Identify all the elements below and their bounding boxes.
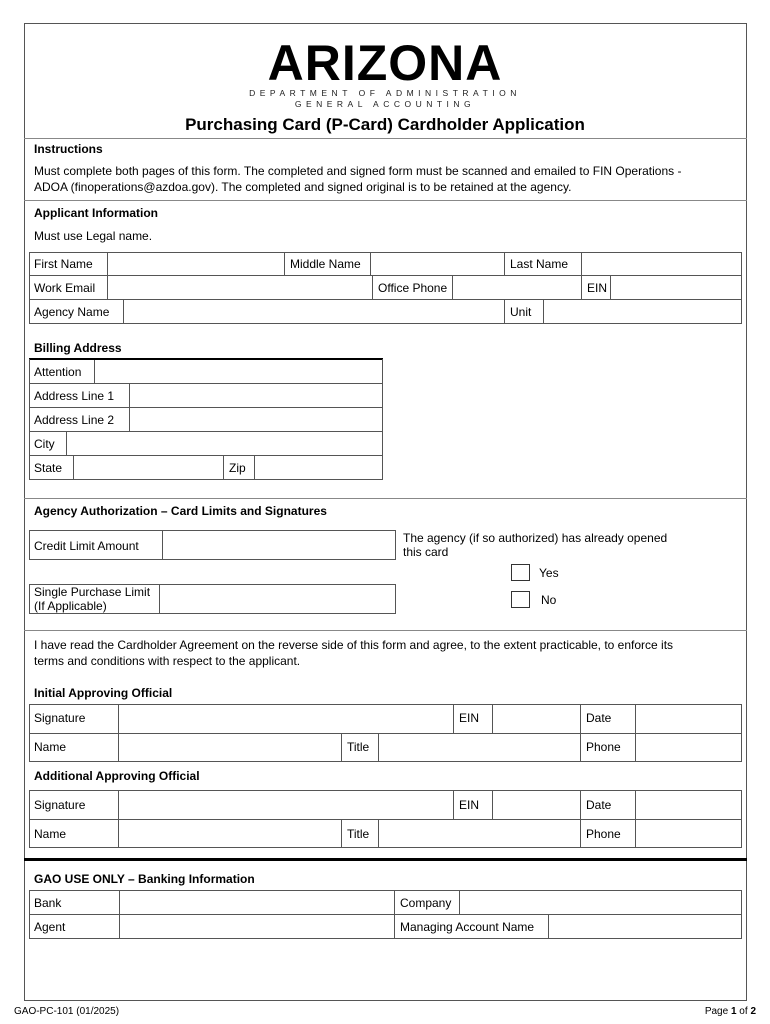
state-field[interactable] — [74, 457, 223, 479]
work-email-label: Work Email — [34, 281, 96, 295]
zip-label: Zip — [229, 461, 246, 475]
agency-name-field[interactable] — [124, 301, 504, 323]
initial-ein-field[interactable] — [493, 705, 580, 733]
agreement-text-2: terms and conditions with respect to the applicant. — [34, 654, 301, 668]
arizona-logo: ARIZONA — [267, 35, 503, 91]
authorization-heading: Agency Authorization – Card Limits and Signatures — [34, 504, 327, 518]
company-label: Company — [400, 896, 452, 910]
work-email-field[interactable] — [108, 277, 372, 299]
additional-date-label: Date — [586, 798, 612, 812]
city-field[interactable] — [67, 433, 382, 455]
initial-name-label: Name — [34, 740, 67, 754]
initial-name-field[interactable] — [119, 734, 341, 761]
bank-field[interactable] — [120, 891, 394, 914]
logo-department-line: DEPARTMENT OF ADMINISTRATION — [249, 88, 521, 98]
instructions-heading: Instructions — [34, 142, 103, 156]
additional-ein-label: EIN — [459, 798, 480, 812]
gao-heading: GAO USE ONLY – Banking Information — [34, 872, 255, 886]
agent-field[interactable] — [120, 915, 394, 938]
no-checkbox[interactable] — [511, 591, 530, 608]
single-purchase-note: (If Applicable) — [34, 599, 107, 613]
additional-phone-label: Phone — [586, 827, 621, 841]
office-phone-field[interactable] — [453, 277, 581, 299]
additional-name-label: Name — [34, 827, 67, 841]
additional-phone-field[interactable] — [636, 820, 741, 847]
initial-phone-label: Phone — [586, 740, 621, 754]
first-name-field[interactable] — [108, 253, 284, 275]
unit-field[interactable] — [544, 301, 741, 323]
first-name-label: First Name — [34, 257, 93, 271]
applicant-heading: Applicant Information — [34, 206, 158, 220]
form-id: GAO-PC-101 (01/2025) — [14, 1006, 120, 1017]
managing-account-field[interactable] — [549, 915, 741, 938]
initial-date-field[interactable] — [636, 705, 741, 733]
instructions-text-2: ADOA (finoperations@azdoa.gov). The completed and signed original is to be retained at the agency. — [34, 180, 572, 194]
address-line-1-field[interactable] — [130, 385, 382, 407]
initial-signature-field[interactable] — [119, 705, 453, 733]
additional-date-field[interactable] — [636, 791, 741, 819]
no-label: No — [541, 593, 557, 607]
card-opened-text-1: The agency (if so authorized) has already opened — [403, 531, 668, 545]
state-label: State — [34, 461, 63, 475]
attention-label: Attention — [34, 365, 82, 379]
credit-limit-field[interactable] — [163, 531, 395, 559]
additional-official-heading: Additional Approving Official — [34, 769, 200, 783]
divider — [24, 498, 747, 499]
unit-label: Unit — [510, 305, 532, 319]
divider — [24, 630, 747, 631]
attention-field[interactable] — [95, 361, 382, 383]
office-phone-label: Office Phone — [378, 281, 448, 295]
last-name-field[interactable] — [582, 253, 741, 275]
divider — [24, 138, 747, 139]
billing-heading: Billing Address — [34, 341, 122, 355]
yes-label: Yes — [539, 566, 559, 580]
initial-ein-label: EIN — [459, 711, 480, 725]
initial-date-label: Date — [586, 711, 612, 725]
bank-label: Bank — [34, 896, 62, 910]
single-purchase-field[interactable] — [160, 585, 395, 613]
initial-phone-field[interactable] — [636, 734, 741, 761]
middle-name-label: Middle Name — [290, 257, 361, 271]
initial-signature-label: Signature — [34, 711, 86, 725]
legal-name-note: Must use Legal name. — [34, 229, 153, 243]
additional-signature-label: Signature — [34, 798, 86, 812]
initial-title-field[interactable] — [379, 734, 580, 761]
agreement-text-1: I have read the Cardholder Agreement on the reverse side of this form and agree, to the extent practicable, to enforce its — [34, 638, 674, 652]
credit-limit-label: Credit Limit Amount — [34, 539, 139, 553]
additional-signature-field[interactable] — [119, 791, 453, 819]
instructions-text-1: Must complete both pages of this form. The completed and signed form must be scanned and emailed to FIN Operations - — [34, 164, 682, 178]
ein-field[interactable] — [611, 277, 741, 299]
additional-ein-field[interactable] — [493, 791, 580, 819]
initial-title-label: Title — [347, 740, 370, 754]
agency-name-label: Agency Name — [34, 305, 110, 319]
address-line-1-label: Address Line 1 — [34, 389, 115, 403]
page-number: Page 1 of 2 — [704, 1006, 756, 1017]
additional-name-field[interactable] — [119, 820, 341, 847]
address-line-2-label: Address Line 2 — [34, 413, 115, 427]
card-opened-text-2: this card — [403, 545, 449, 559]
middle-name-field[interactable] — [371, 253, 504, 275]
zip-field[interactable] — [255, 457, 382, 479]
city-label: City — [34, 437, 55, 451]
page-title: Purchasing Card (P-Card) Cardholder Application — [185, 115, 585, 134]
yes-checkbox[interactable] — [511, 564, 530, 581]
initial-official-heading: Initial Approving Official — [34, 686, 173, 700]
ein-label: EIN — [587, 281, 608, 295]
managing-account-label: Managing Account Name — [400, 920, 535, 934]
additional-title-label: Title — [347, 827, 370, 841]
address-line-2-field[interactable] — [130, 409, 382, 431]
last-name-label: Last Name — [510, 257, 569, 271]
thick-divider — [24, 858, 747, 861]
divider — [24, 200, 747, 201]
agent-label: Agent — [34, 920, 66, 934]
logo-accounting-line: GENERAL ACCOUNTING — [294, 99, 476, 109]
single-purchase-label: Single Purchase Limit — [34, 585, 151, 599]
company-field[interactable] — [460, 891, 741, 914]
additional-title-field[interactable] — [379, 820, 580, 847]
